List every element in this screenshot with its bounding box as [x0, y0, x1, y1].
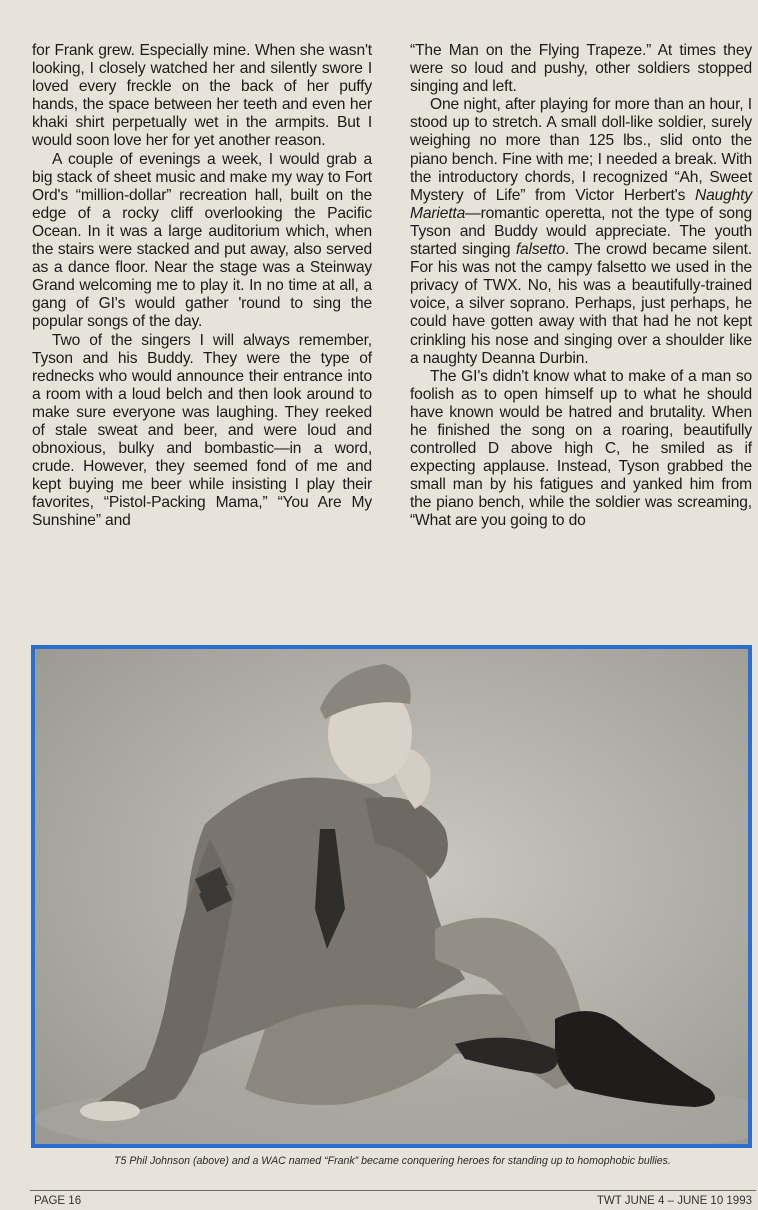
page-number: PAGE 16 [34, 1195, 82, 1207]
right-article-column [410, 42, 752, 531]
operetta-title: Naughty Marietta [410, 186, 752, 222]
text-run: One night, after playing for more than an hour, I stood up to stretch. A small doll-like soldier, surely weighing no more than 125 lbs., slid onto the piano bench. Fine with me; I needed a break. With the introductory chords, I recognized “Ah, Sweet Mystery of Life” from Victor Herbert's [410, 96, 752, 204]
paragraph: A couple of evenings a week, I would grab a big stack of sheet music and make my way to Fort Ord's “million-dollar” recreation hall, built on the edge of a rocky cliff overlooking the Pacific Ocean. In it was a large auditorium which, when the stairs were stacked and put away, also served as a dance floor. Near the stage was a Steinway Grand welcoming me to play it. In no time at all, a gang of GI's would gather 'round to sing the popular songs of the day. [32, 150, 372, 331]
paragraph: The GI's didn't know what to make of a man so foolish as to open himself up to what he should have known would be hatred and brutality. When he finished the song on a roaring, beautifully controlled D above high C, he smiled as if expecting applause. Instead, Tyson grabbed the small man by his fatigues and yanked him from the piano bench, while the soldier was screaming, “What are you going to do [410, 367, 752, 530]
soldier-photo [35, 649, 748, 1144]
paragraph: “The Man on the Flying Trapeze.” At times they were so loud and pushy, other soldiers stopped singing and left. [410, 42, 752, 96]
text-run: . The crowd became silent. For his was not the campy falsetto we used in the privacy of TWX. No, his was a beautifully-trained voice, a silver soprano. Perhaps, just perhaps, he could have gotten away with that had he not kept crinkling his nose and singing over a shoulder like a naughty Deanna Durbin. [410, 241, 752, 367]
issue-date: TWT JUNE 4 – JUNE 10 1993 [596, 1195, 752, 1207]
italic-term: falsetto [515, 241, 565, 259]
paragraph: for Frank grew. Especially mine. When she wasn't looking, I closely watched her and silently swore I loved every freckle on the back of her puffy hands, the space between her teeth and even her khaki shirt perpetually wet in the armpits. But I would soon love her for yet another reason. [32, 42, 372, 150]
footer-rule [30, 1190, 756, 1191]
paragraph [410, 96, 752, 367]
text-run: —romantic operetta, not the type of song Tyson and Buddy would appreciate. The youth started singing [410, 204, 752, 259]
photo-caption: T5 Phil Johnson (above) and a WAC named “Frank” became conquering heroes for standing up to homophobic bullies. [114, 1155, 671, 1167]
left-article-column [32, 42, 372, 531]
soldier-photo-frame [31, 645, 752, 1148]
paragraph: Two of the singers I will always remember, Tyson and his Buddy. They were the type of rednecks who would announce their entrance into a room with a loud belch and then look around to make sure everyone was laughing. They reeked of stale sweat and beer, and were loud and obnoxious, bulky and bombastic—in a word, crude. However, they seemed fond of me and kept buying me beer while insisting I play their favorites, “Pistol-Packing Mama,” “You Are My Sunshine” and [32, 331, 372, 530]
